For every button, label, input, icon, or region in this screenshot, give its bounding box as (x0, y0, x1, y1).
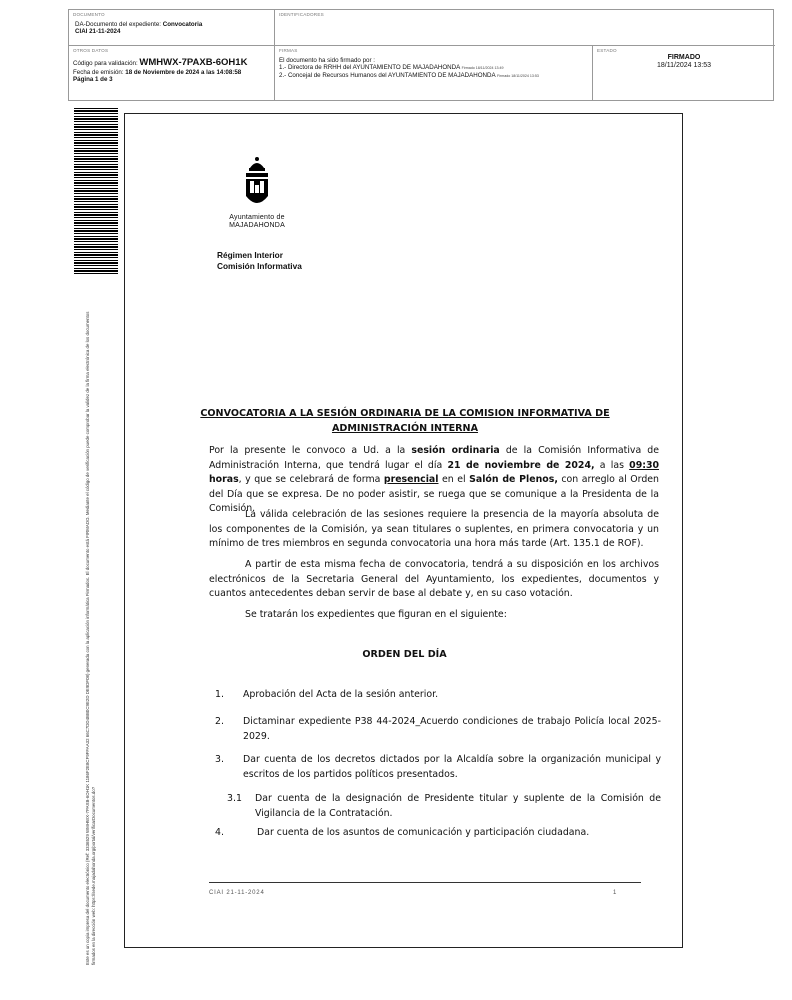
logo (217, 156, 297, 230)
firma-2: 2.- Concejal de Recursos Humanos del AYUNTAMIENTO DE MAJADAHONDA (279, 72, 496, 80)
estado-caption: ESTADO (597, 48, 617, 53)
agenda-item-4 (215, 826, 661, 841)
dept-line-2: Comisión Informativa (217, 261, 302, 272)
estado-cell (593, 46, 775, 101)
agenda-item-number: 3. (215, 754, 224, 765)
emision-label: Fecha de emisión: (73, 68, 124, 76)
document-title: CONVOCATORIA A LA SESIÓN ORDINARIA DE LA COMISION INFORMATIVA DE ADMINISTRACIÓN INTERNA (200, 408, 610, 434)
firmas-cell (275, 46, 593, 101)
identificadores-caption: IDENTIFICADORES (279, 12, 324, 17)
agenda-item-3-1 (227, 792, 661, 821)
paragraph-3: A partir de esta misma fecha de convocatoria, tendrá a su disposición en los archivos electrónicos de la Secretaria General del Ayuntamiento, los expedientes, documentos y cuantos antecedentes deban servir de base al debate y, en su caso votación. (209, 559, 659, 600)
logo-line-2: MAJADAHONDA (229, 222, 285, 230)
documento-prefix: DA-Documento del expediente: (75, 20, 161, 28)
agenda-item-text: Dar cuenta de la designación de Presidente titular y suplente de la Comisión de Vigilancia de la Contratación. (255, 793, 661, 819)
verification-side-text: Este es un copia impresa del documento electrónico (Ref: 3336529 WMHWX-7PAXB-6OH1K 1186F2E8CF9FFAA32 66C7DD4BB0C9E2D DE9DF08) generada con la aplicación informática Firmadoc. El documento está FIRMADO. Mediante el código de verificación puede comprobar la validez de la firma electrónica de los documentos firmados en la dirección web: https://sede.majadahonda.org/portal/verificarDocumentos.do? (85, 311, 97, 965)
document-page (124, 113, 683, 948)
agenda-item-text: Aprobación del Acta de la sesión anterior. (243, 689, 439, 700)
signature-header (68, 9, 774, 101)
firma-1-date: Firmado 18/11/2024 13:49 (461, 66, 504, 71)
agenda-item-number: 3.1 (227, 793, 242, 804)
paragraph-2: La válida celebración de las sesiones requiere la presencia de la mayoría absoluta de los componentes de la Comisión, ya sean titulares o suplentes, en primera convocatoria y un mínimo de tres miembros en segunda convocatoria una hora más tarde (Art. 135.1 de ROF). (209, 509, 659, 550)
estado-date: 18/11/2024 13:53 (657, 62, 711, 70)
firma-1: 1.- Directora de RRHH del AYUNTAMIENTO DE MAJADAHONDA (279, 64, 460, 72)
crest-icon (240, 156, 274, 210)
agenda-item-text: Dar cuenta de los decretos dictados por la Alcaldía sobre la organización municipal y escritos de los partidos políticos presentados. (243, 754, 661, 780)
department (217, 250, 302, 272)
footer-rule (209, 882, 641, 883)
agenda-item-1 (215, 688, 661, 703)
agenda-item-number: 1. (215, 689, 224, 700)
documento-caption: DOCUMENTO (73, 12, 105, 17)
agenda-item-2 (215, 715, 661, 744)
otros-caption: OTROS DATOS (73, 48, 109, 53)
validacion-code[interactable]: WMHWX-7PAXB-6OH1K (139, 56, 248, 68)
agenda-item-text: Dar cuenta de los asuntos de comunicación y participación ciudadana. (257, 827, 590, 838)
footer-page-number: 1 (613, 890, 618, 896)
firma-2-date: Firmado 18/11/2024 13:53 (497, 74, 539, 79)
agenda-item-3 (215, 753, 661, 782)
identificadores-cell (275, 10, 775, 46)
estado-value: FIRMADO (667, 53, 701, 61)
paragraph-1: Por la presente le convoco a Ud. a la sesión ordinaria de la Comisión Informativa de Administración Interna, que tendrá lugar el día 21 de noviembre de 2024, a las 09:30 horas, y que se celebrará de forma presencial en el Salón de Plenos, con arreglo al Orden del Día que se expresa. De no poder asistir, se ruega que se comunique a la Presidenta de la Comisión. (209, 445, 660, 515)
agenda-item-text: Dictaminar expediente P38 44-2024_Acuerdo condiciones de trabajo Policía local 2025-2029. (243, 716, 661, 742)
footer-ref: CIAI 21-11-2024 (209, 890, 265, 896)
firmas-caption: FIRMAS (279, 48, 298, 53)
barcode-image (74, 108, 118, 276)
firmas-intro: El documento ha sido firmado por : (279, 56, 375, 64)
paragraph-4: Se tratarán los expedientes que figuran en el siguiente: (245, 609, 507, 620)
emision-value: 18 de Noviembre de 2024 a las 14:08:58 (125, 68, 242, 76)
order-title: ORDEN DEL DÍA (362, 649, 447, 660)
documento-type: Convocatoria (162, 20, 203, 28)
dept-line-1: Régimen Interior (217, 250, 283, 260)
logo-line-1: Ayuntamiento de (229, 214, 285, 221)
documento-ref: CIAI 21-11-2024 (75, 28, 121, 36)
agenda-item-number: 4. (215, 827, 224, 838)
validacion-label: Código para validación: (73, 59, 138, 67)
page-count: Página 1 de 3 (73, 76, 113, 84)
agenda-item-number: 2. (215, 716, 224, 727)
documento-cell (69, 10, 275, 46)
otros-datos-cell (69, 46, 275, 101)
